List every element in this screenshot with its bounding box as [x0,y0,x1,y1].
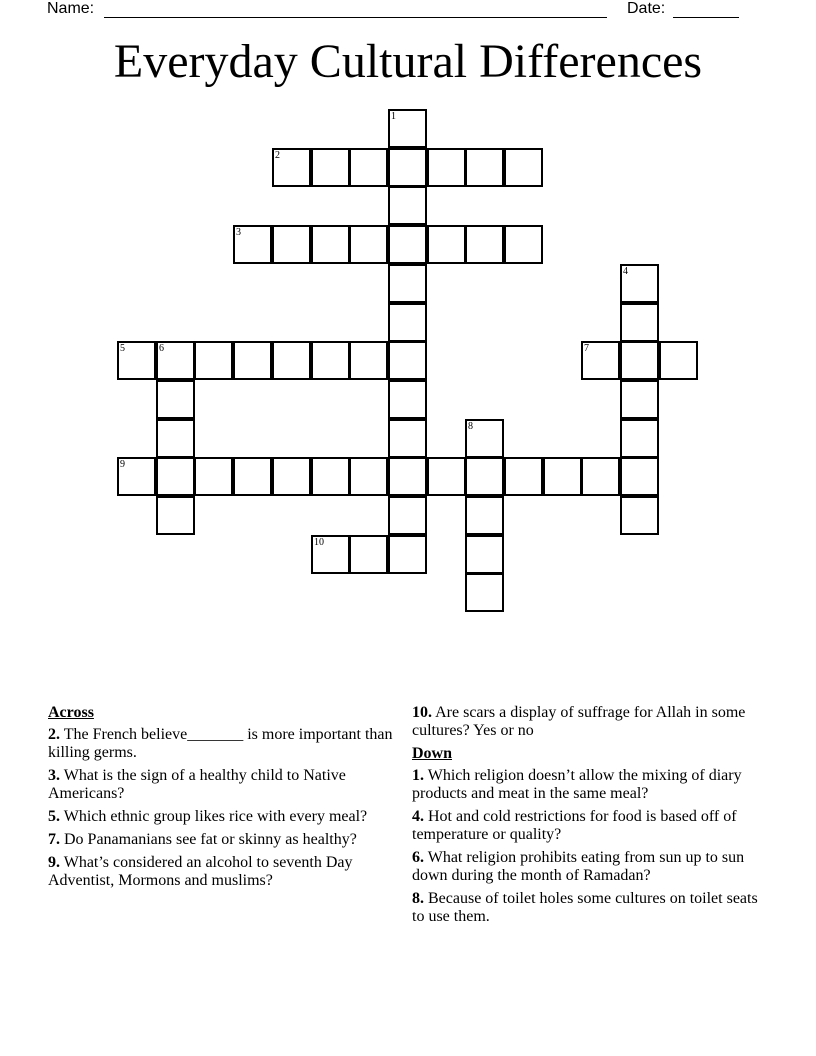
cell-number: 9 [120,459,125,470]
clue-number: 6. [412,849,424,866]
crossword-cell[interactable] [349,341,388,380]
cell-number: 5 [120,343,125,354]
crossword-cell[interactable] [465,148,504,187]
crossword-cell[interactable] [388,457,427,496]
crossword-cell[interactable] [194,457,233,496]
crossword-cell[interactable] [349,225,388,264]
crossword-cell[interactable] [465,573,504,612]
cell-number: 3 [236,227,241,238]
cell-number: 6 [159,343,164,354]
cell-number: 4 [623,266,628,277]
crossword-cell[interactable] [543,457,582,496]
clue-text: What is the sign of a healthy child to Native Americans? [48,767,346,802]
crossword-cell[interactable] [272,148,311,187]
crossword-cell[interactable] [427,148,466,187]
across-heading: Across [48,704,94,721]
crossword-cell[interactable] [620,264,659,303]
crossword-cell[interactable] [388,109,427,148]
crossword-cell[interactable] [233,457,272,496]
crossword-cell[interactable] [388,225,427,264]
clue-down-1 [412,767,772,803]
crossword-cell[interactable] [117,341,156,380]
crossword-cell[interactable] [311,535,350,574]
crossword-cell[interactable] [156,496,195,535]
crossword-cell[interactable] [465,496,504,535]
crossword-cell[interactable] [388,303,427,342]
clue-across-7 [48,831,393,849]
clue-text: What religion prohibits eating from sun up to sun down during the month of Ramadan? [412,849,745,884]
crossword-cell[interactable] [620,303,659,342]
clue-number: 7. [48,831,60,848]
clue-down-8 [412,890,772,926]
clue-number: 10. [412,704,432,721]
clue-number: 4. [412,808,424,825]
crossword-cell[interactable] [311,148,350,187]
crossword-cell[interactable] [504,457,543,496]
crossword-cell[interactable] [504,148,543,187]
clue-text: Because of toilet holes some cultures on toilet seats to use them. [412,890,758,925]
clue-text: Are scars a display of suffrage for Allah in some cultures? Yes or no [412,704,746,739]
crossword-cell[interactable] [117,457,156,496]
crossword-cell[interactable] [233,341,272,380]
crossword-cell[interactable] [620,496,659,535]
clue-number: 8. [412,890,424,907]
crossword-cell[interactable] [388,380,427,419]
clue-text: Do Panamanians see fat or skinny as healthy? [60,831,357,848]
crossword-cell[interactable] [620,457,659,496]
clue-number: 2. [48,726,60,743]
name-label: Name: [47,0,95,17]
clue-text: Which religion doesn’t allow the mixing of diary products and meat in the same meal? [412,767,742,802]
crossword-cell[interactable] [272,341,311,380]
crossword-cell[interactable] [388,148,427,187]
crossword-cell[interactable] [465,535,504,574]
crossword-cell[interactable] [311,225,350,264]
down-heading: Down [412,745,453,762]
crossword-cell[interactable] [581,341,620,380]
crossword-cell[interactable] [465,419,504,458]
crossword-cell[interactable] [620,341,659,380]
crossword-cell[interactable] [349,148,388,187]
cell-number: 2 [275,150,280,161]
crossword-cell[interactable] [427,225,466,264]
clue-text: What’s considered an alcohol to seventh Day Adventist, Mormons and muslims? [48,854,353,889]
clues-column-right [412,704,772,931]
cell-number: 7 [584,343,589,354]
crossword-cell[interactable] [465,457,504,496]
clue-number: 5. [48,808,60,825]
crossword-cell[interactable] [156,419,195,458]
clue-text: The French believe_______ is more important than killing germs. [48,726,393,761]
crossword-cell[interactable] [388,341,427,380]
cell-number: 1 [391,111,396,122]
clue-number: 3. [48,767,60,784]
crossword-cell[interactable] [272,457,311,496]
crossword-cell[interactable] [156,380,195,419]
crossword-cell[interactable] [388,496,427,535]
clue-down-4 [412,808,772,844]
crossword-cell[interactable] [620,419,659,458]
clue-across-10 [412,704,772,740]
crossword-cell[interactable] [388,264,427,303]
crossword-cell[interactable] [620,380,659,419]
crossword-cell[interactable] [194,341,233,380]
crossword-cell[interactable] [349,457,388,496]
clue-number: 9. [48,854,60,871]
crossword-cell[interactable] [504,225,543,264]
crossword-cell[interactable] [388,419,427,458]
crossword-cell[interactable] [659,341,698,380]
clue-across-5 [48,808,393,826]
crossword-cell[interactable] [388,535,427,574]
clue-across-3 [48,767,393,803]
clues-column-left [48,704,393,895]
crossword-cell[interactable] [233,225,272,264]
clue-number: 1. [412,767,424,784]
crossword-cell[interactable] [388,186,427,225]
page-title: Everyday Cultural Differences [113,35,703,88]
clue-across-9 [48,854,393,890]
cell-number: 8 [468,421,473,432]
crossword-cell[interactable] [156,341,195,380]
crossword-cell[interactable] [465,225,504,264]
crossword-cell[interactable] [311,457,350,496]
crossword-cell[interactable] [349,535,388,574]
crossword-cell[interactable] [581,457,620,496]
crossword-cell[interactable] [311,341,350,380]
cell-number: 10 [314,537,324,548]
date-label: Date: [627,0,666,17]
crossword-cell[interactable] [427,457,466,496]
clue-down-6 [412,849,772,885]
clue-text: Hot and cold restrictions for food is based off of temperature or quality? [412,808,737,843]
crossword-cell[interactable] [156,457,195,496]
clue-text: Which ethnic group likes rice with every meal? [60,808,368,825]
clue-across-2 [48,726,393,762]
crossword-cell[interactable] [272,225,311,264]
